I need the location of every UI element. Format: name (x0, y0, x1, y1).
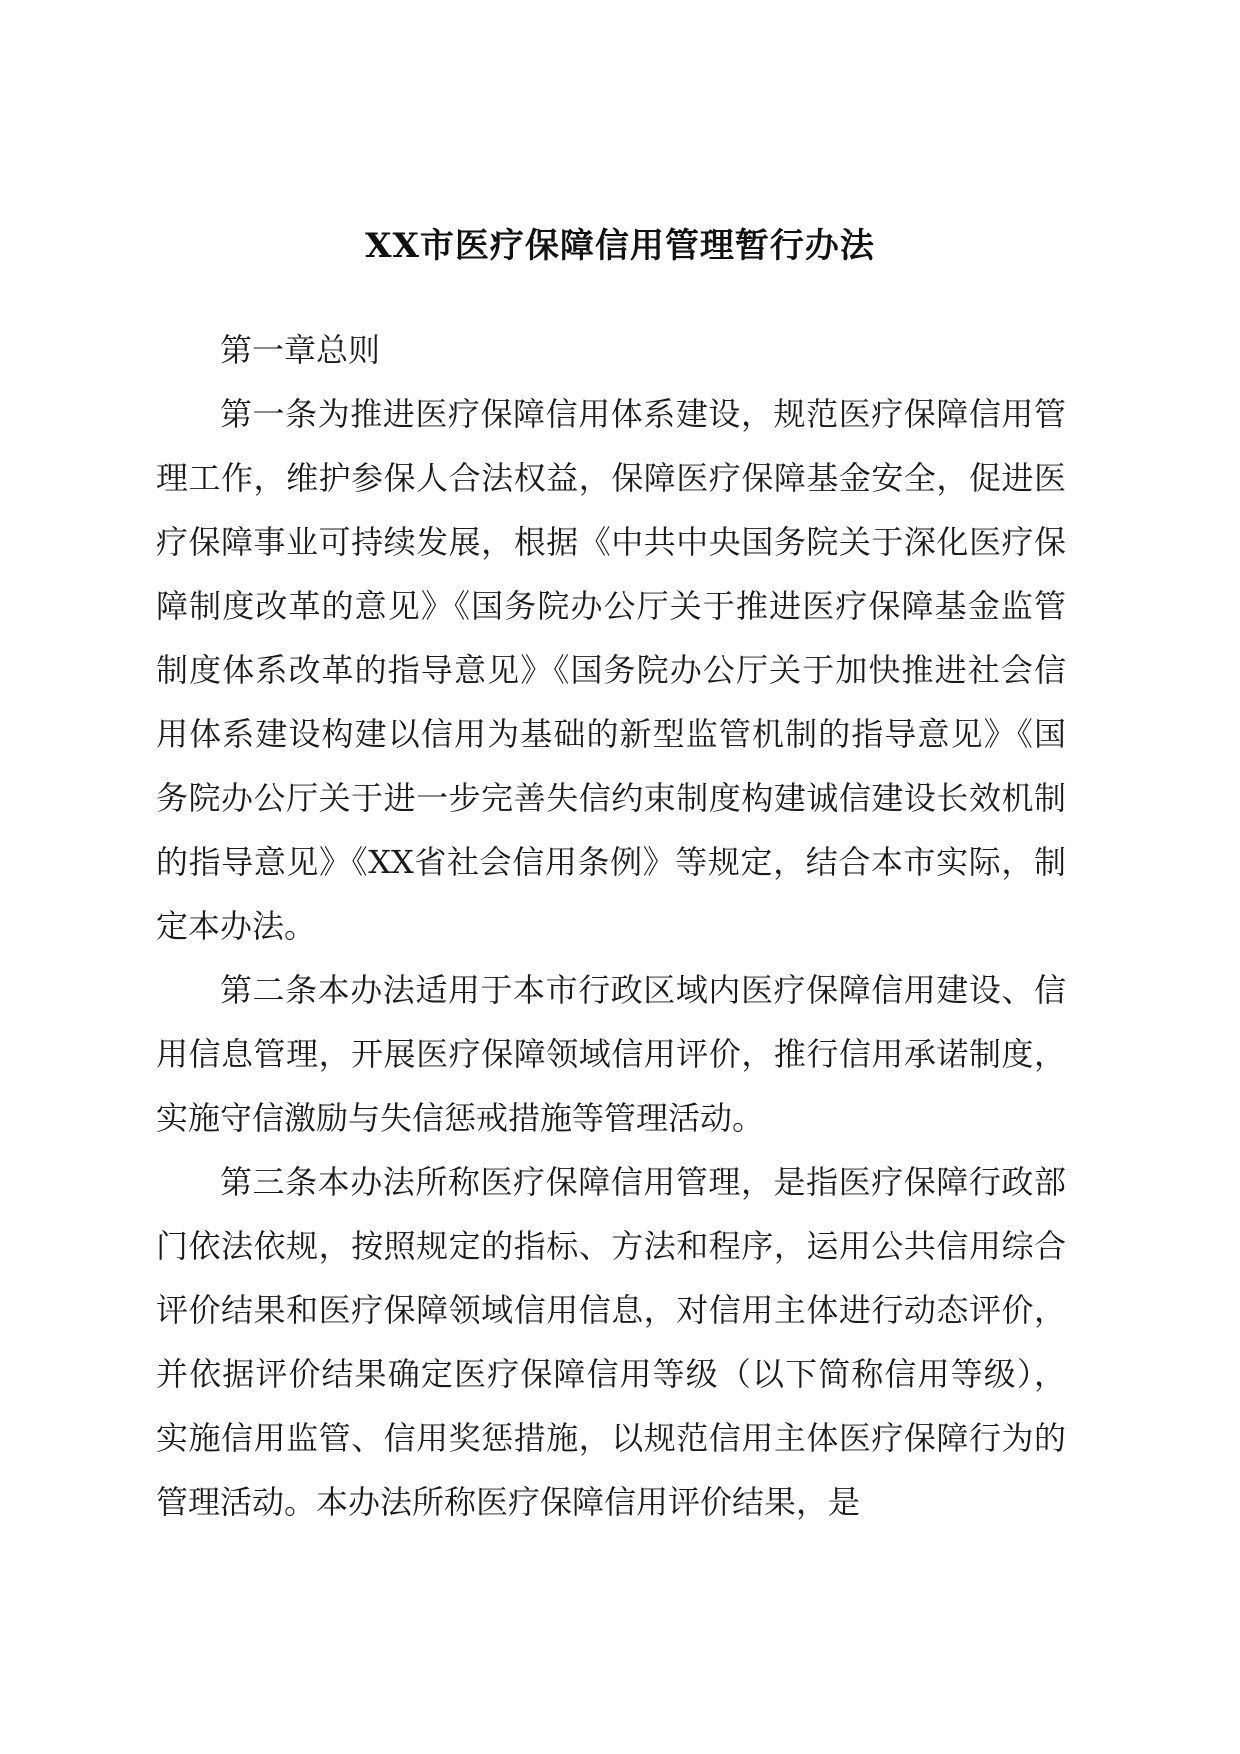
article-3-paragraph: 第三条本办法所称医疗保障信用管理，是指医疗保障行政部门依法依规，按照规定的指标、方法和程序，运用公共信用综合评价结果和医疗保障领域信用信息，对信用主体进行动态评价，并依据评价结果确定医疗保障信用等级（以下简称信用等级），实施信用监管、信用奖惩措施，以规范信用主体医疗保障行为的管理活动。本办法所称医疗保障信用评价结果，是 (156, 1163, 1066, 1521)
document-title: XX市医疗保障信用管理暂行办法 (365, 226, 875, 266)
article-2-paragraph: 第二条本办法适用于本市行政区域内医疗保障信用建设、信用信息管理，开展医疗保障领域信用评价，推行信用承诺制度，实施守信激励与失信惩戒措施等管理活动。 (156, 971, 1066, 1137)
article-1-paragraph: 第一条为推进医疗保障信用体系建设，规范医疗保障信用管理工作，维护参保人合法权益，保障医疗保障基金安全，促进医疗保障事业可持续发展，根据《中共中央国务院关于深化医疗保障制度改革的意见》《国务院办公厅关于推进医疗保障基金监管制度体系改革的指导意见》《国务院办公厅关于加快推进社会信用体系建设构建以信用为基础的新型监管机制的指导意见》《国务院办公厅关于进一步完善失信约束制度构建诚信建设长效机制的指导意见》《XX省社会信用条例》等规定，结合本市实际，制定本办法。 (156, 395, 1066, 945)
document-body (156, 318, 1066, 1534)
chapter-heading: 第一章总则 (220, 331, 381, 369)
